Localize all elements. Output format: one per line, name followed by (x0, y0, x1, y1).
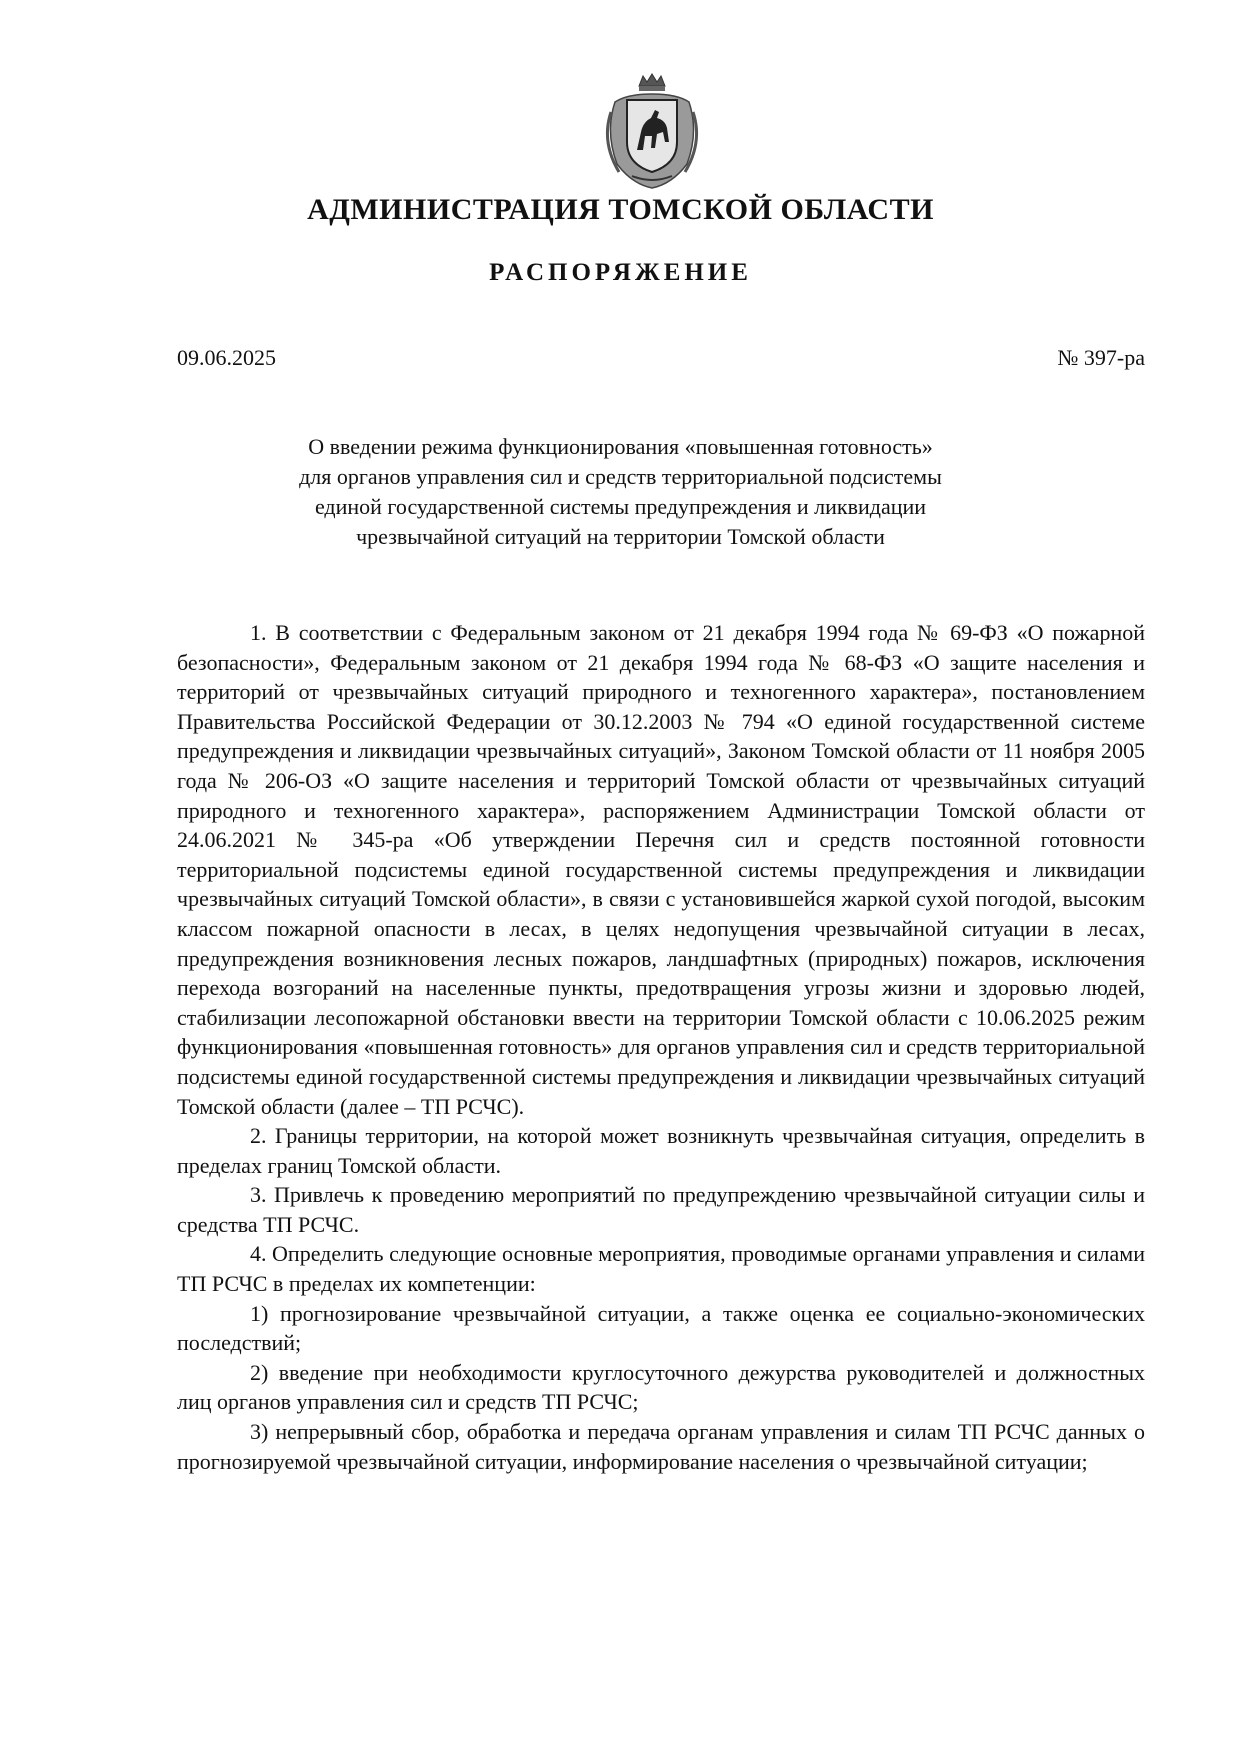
tomsk-region-coat-of-arms-icon (597, 72, 707, 190)
paragraph-4: 4. Определить следующие основные мероприятия, проводимые органами управления и силами ТП РСЧС в пределах их компетенции: (177, 1241, 1145, 1297)
document-date: 09.06.2025 (177, 345, 276, 370)
subject-line: для органов управления сил и средств территориальной подсистемы (299, 464, 942, 489)
document-body (177, 618, 1145, 1476)
paragraph-1: 1. В соответствии с Федеральным законом от 21 декабря 1994 года № 69-ФЗ «О пожарной безопасности», Федеральным законом от 21 декабря 1994 года № 68-ФЗ «О защите населения и территорий от чрезвычайных ситуаций природного и техногенного характера», постановлением Правительства Российской Федерации от 30.12.2003 № 794 «О единой государственной системе предупреждения и ликвидации чрезвычайных ситуаций», Законом Томской области от 11 ноября 2005 года № 206-ОЗ «О защите населения и территорий Томской области от чрезвычайных ситуаций природного и техногенного характера», распоряжением Администрации Томской области от 24.06.2021 № 345-ра «Об утверждении Перечня сил и средств постоянной готовности территориальной подсистемы единой государственной системы предупреждения и ликвидации чрезвычайных ситуаций Томской области», в связи с установившейся жаркой сухой погодой, высоким классом пожарной опасности в лесах, в целях недопущения чрезвычайной ситуации в лесах, предупреждения возникновения лесных пожаров, ландшафтных (природных) пожаров, исключения перехода возгораний на населенные пункты, предотвращения угрозы жизни и здоровью людей, стабилизации лесопожарной обстановки ввести на территории Томской области с 10.06.2025 режим функционирования «повышенная готовность» для органов управления сил и средств территориальной подсистемы единой государственной системы предупреждения и ликвидации чрезвычайных ситуаций Томской области (далее – ТП РСЧС). (177, 620, 1145, 1119)
paragraph-2: 2. Границы территории, на которой может возникнуть чрезвычайная ситуация, определить в пределах границ Томской области. (177, 1123, 1145, 1178)
subitem-2: 2) введение при необходимости круглосуточного дежурства руководителей и должностных лиц органов управления сил и средств ТП РСЧС; (177, 1359, 1145, 1415)
subitem-1: 1) прогнозирование чрезвычайной ситуации, а также оценка ее социально-экономических последствий; (177, 1300, 1145, 1356)
subject-line: чрезвычайной ситуаций на территории Томской области (356, 524, 885, 549)
subitem-3: 3) непрерывный сбор, обработка и передача органам управления и силам ТП РСЧС данных о прогнозируемой чрезвычайной ситуации, информирование населения о чрезвычайной ситуации; (177, 1419, 1145, 1474)
document-subject (200, 432, 1041, 552)
document-number: № 397-ра (1057, 345, 1145, 370)
subject-line: единой государственной системы предупреждения и ликвидации (314, 494, 927, 519)
paragraph-3: 3. Привлечь к проведению мероприятий по предупреждению чрезвычайной ситуации силы и средства ТП РСЧС. (177, 1182, 1145, 1237)
subject-line: О введении режима функционирования «повышенная готовность» (308, 434, 933, 459)
document-type: РАСПОРЯЖЕНИЕ (489, 259, 752, 286)
organization-title: АДМИНИСТРАЦИЯ ТОМСКОЙ ОБЛАСТИ (307, 193, 934, 226)
